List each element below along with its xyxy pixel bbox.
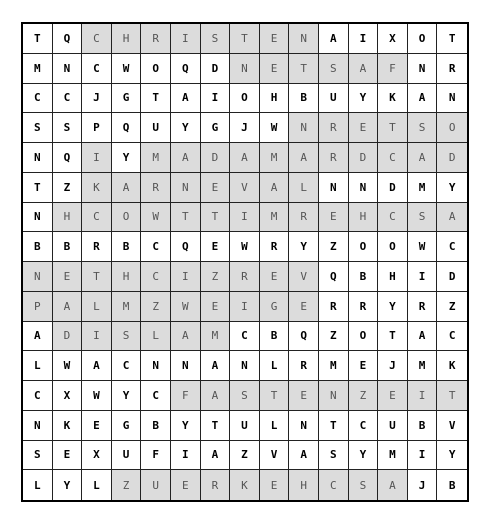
grid-cell-r11-c0[interactable]: L — [23, 351, 53, 381]
grid-cell-r3-c4[interactable]: U — [141, 113, 171, 143]
grid-cell-r13-c13[interactable]: B — [408, 411, 438, 441]
grid-cell-r4-c7[interactable]: A — [230, 143, 260, 173]
grid-cell-r13-c3[interactable]: G — [112, 411, 142, 441]
grid-cell-r14-c10[interactable]: S — [319, 441, 349, 471]
grid-cell-r1-c6[interactable]: D — [201, 54, 231, 84]
grid-cell-r12-c3[interactable]: Y — [112, 381, 142, 411]
grid-cell-r4-c13[interactable]: A — [408, 143, 438, 173]
grid-cell-r6-c8[interactable]: M — [260, 203, 290, 233]
grid-cell-r4-c14[interactable]: D — [437, 143, 467, 173]
grid-cell-r3-c13[interactable]: S — [408, 113, 438, 143]
grid-cell-r12-c4[interactable]: C — [141, 381, 171, 411]
grid-cell-r2-c3[interactable]: G — [112, 84, 142, 114]
grid-cell-r10-c14[interactable]: C — [437, 322, 467, 352]
grid-cell-r8-c9[interactable]: V — [289, 262, 319, 292]
grid-cell-r9-c6[interactable]: E — [201, 292, 231, 322]
grid-cell-r1-c14[interactable]: R — [437, 54, 467, 84]
grid-cell-r14-c7[interactable]: Z — [230, 441, 260, 471]
grid-cell-r10-c0[interactable]: A — [23, 322, 53, 352]
grid-cell-r14-c1[interactable]: E — [53, 441, 83, 471]
grid-cell-r14-c8[interactable]: V — [260, 441, 290, 471]
grid-cell-r9-c3[interactable]: M — [112, 292, 142, 322]
grid-cell-r15-c7[interactable]: K — [230, 470, 260, 500]
grid-cell-r10-c7[interactable]: C — [230, 322, 260, 352]
grid-cell-r11-c3[interactable]: C — [112, 351, 142, 381]
grid-cell-r6-c12[interactable]: C — [378, 203, 408, 233]
grid-cell-r0-c2[interactable]: C — [82, 24, 112, 54]
grid-cell-r7-c10[interactable]: Z — [319, 232, 349, 262]
grid-cell-r1-c3[interactable]: W — [112, 54, 142, 84]
grid-cell-r0-c13[interactable]: O — [408, 24, 438, 54]
grid-cell-r7-c13[interactable]: W — [408, 232, 438, 262]
grid-cell-r5-c10[interactable]: N — [319, 173, 349, 203]
grid-cell-r6-c6[interactable]: T — [201, 203, 231, 233]
grid-cell-r2-c5[interactable]: A — [171, 84, 201, 114]
grid-cell-r4-c4[interactable]: M — [141, 143, 171, 173]
grid-cell-r3-c3[interactable]: Q — [112, 113, 142, 143]
grid-cell-r6-c2[interactable]: C — [82, 203, 112, 233]
grid-cell-r11-c10[interactable]: M — [319, 351, 349, 381]
grid-cell-r15-c1[interactable]: Y — [53, 470, 83, 500]
grid-cell-r8-c7[interactable]: R — [230, 262, 260, 292]
grid-cell-r2-c0[interactable]: C — [23, 84, 53, 114]
grid-cell-r13-c12[interactable]: U — [378, 411, 408, 441]
grid-cell-r5-c1[interactable]: Z — [53, 173, 83, 203]
grid-cell-r15-c11[interactable]: S — [349, 470, 379, 500]
grid-cell-r14-c11[interactable]: Y — [349, 441, 379, 471]
grid-cell-r5-c9[interactable]: L — [289, 173, 319, 203]
grid-cell-r7-c5[interactable]: Q — [171, 232, 201, 262]
grid-cell-r11-c4[interactable]: N — [141, 351, 171, 381]
grid-cell-r3-c10[interactable]: R — [319, 113, 349, 143]
grid-cell-r2-c12[interactable]: K — [378, 84, 408, 114]
grid-cell-r4-c2[interactable]: I — [82, 143, 112, 173]
grid-cell-r5-c12[interactable]: D — [378, 173, 408, 203]
grid-cell-r9-c5[interactable]: W — [171, 292, 201, 322]
grid-cell-r5-c4[interactable]: R — [141, 173, 171, 203]
grid-cell-r0-c0[interactable]: T — [23, 24, 53, 54]
grid-cell-r6-c3[interactable]: O — [112, 203, 142, 233]
grid-cell-r9-c9[interactable]: E — [289, 292, 319, 322]
grid-cell-r3-c7[interactable]: J — [230, 113, 260, 143]
grid-cell-r11-c14[interactable]: K — [437, 351, 467, 381]
grid-cell-r12-c14[interactable]: T — [437, 381, 467, 411]
grid-cell-r9-c11[interactable]: R — [349, 292, 379, 322]
grid-cell-r10-c11[interactable]: O — [349, 322, 379, 352]
grid-cell-r11-c8[interactable]: L — [260, 351, 290, 381]
grid-cell-r0-c11[interactable]: I — [349, 24, 379, 54]
grid-cell-r3-c5[interactable]: Y — [171, 113, 201, 143]
grid-cell-r8-c3[interactable]: H — [112, 262, 142, 292]
grid-cell-r7-c12[interactable]: O — [378, 232, 408, 262]
grid-cell-r14-c6[interactable]: A — [201, 441, 231, 471]
grid-cell-r5-c6[interactable]: E — [201, 173, 231, 203]
grid-cell-r0-c9[interactable]: N — [289, 24, 319, 54]
grid-cell-r6-c14[interactable]: A — [437, 203, 467, 233]
grid-cell-r6-c9[interactable]: R — [289, 203, 319, 233]
grid-cell-r15-c5[interactable]: E — [171, 470, 201, 500]
grid-cell-r12-c1[interactable]: X — [53, 381, 83, 411]
grid-cell-r7-c7[interactable]: W — [230, 232, 260, 262]
grid-cell-r2-c13[interactable]: A — [408, 84, 438, 114]
grid-cell-r2-c10[interactable]: U — [319, 84, 349, 114]
grid-cell-r10-c4[interactable]: L — [141, 322, 171, 352]
grid-cell-r4-c5[interactable]: A — [171, 143, 201, 173]
grid-cell-r3-c0[interactable]: S — [23, 113, 53, 143]
grid-cell-r13-c14[interactable]: V — [437, 411, 467, 441]
grid-cell-r15-c8[interactable]: E — [260, 470, 290, 500]
word-search-grid — [21, 22, 469, 502]
grid-cell-r13-c1[interactable]: K — [53, 411, 83, 441]
grid-cell-r11-c6[interactable]: A — [201, 351, 231, 381]
grid-cell-r9-c2[interactable]: L — [82, 292, 112, 322]
grid-cell-r8-c5[interactable]: I — [171, 262, 201, 292]
grid-cell-r9-c13[interactable]: R — [408, 292, 438, 322]
grid-cell-r3-c11[interactable]: E — [349, 113, 379, 143]
grid-cell-r2-c11[interactable]: Y — [349, 84, 379, 114]
grid-cell-r14-c14[interactable]: Y — [437, 441, 467, 471]
grid-cell-r7-c0[interactable]: B — [23, 232, 53, 262]
grid-cell-r12-c13[interactable]: I — [408, 381, 438, 411]
grid-cell-r9-c10[interactable]: R — [319, 292, 349, 322]
grid-cell-r4-c11[interactable]: D — [349, 143, 379, 173]
grid-cell-r9-c1[interactable]: A — [53, 292, 83, 322]
grid-cell-r5-c3[interactable]: A — [112, 173, 142, 203]
grid-cell-r3-c2[interactable]: P — [82, 113, 112, 143]
grid-cell-r5-c2[interactable]: K — [82, 173, 112, 203]
grid-cell-r13-c2[interactable]: E — [82, 411, 112, 441]
grid-cell-r0-c8[interactable]: E — [260, 24, 290, 54]
grid-cell-r8-c10[interactable]: Q — [319, 262, 349, 292]
grid-cell-r15-c13[interactable]: J — [408, 470, 438, 500]
grid-cell-r14-c13[interactable]: I — [408, 441, 438, 471]
grid-cell-r13-c8[interactable]: L — [260, 411, 290, 441]
grid-cell-r5-c14[interactable]: Y — [437, 173, 467, 203]
grid-cell-r8-c8[interactable]: E — [260, 262, 290, 292]
grid-cell-r8-c14[interactable]: D — [437, 262, 467, 292]
grid-cell-r4-c9[interactable]: A — [289, 143, 319, 173]
grid-cell-r7-c4[interactable]: C — [141, 232, 171, 262]
grid-cell-r1-c1[interactable]: N — [53, 54, 83, 84]
grid-cell-r15-c14[interactable]: B — [448, 478, 456, 492]
grid-cell-r9-c12[interactable]: Y — [378, 292, 408, 322]
grid-cell-r10-c9[interactable]: Q — [289, 322, 319, 352]
grid-cell-r13-c6[interactable]: T — [201, 411, 231, 441]
grid-cell-r15-c0[interactable]: L — [23, 470, 53, 500]
grid-cell-r14-c12[interactable]: M — [378, 441, 408, 471]
grid-cell-r0-c3[interactable]: H — [112, 24, 142, 54]
grid-cell-r11-c2[interactable]: A — [82, 351, 112, 381]
grid-cell-r7-c9[interactable]: Y — [289, 232, 319, 262]
grid-cell-r15-c12[interactable]: A — [378, 470, 408, 500]
grid-cell-r12-c7[interactable]: S — [230, 381, 260, 411]
grid-cell-r13-c11[interactable]: C — [349, 411, 379, 441]
grid-cell-r12-c12[interactable]: E — [378, 381, 408, 411]
grid-cell-r12-c6[interactable]: A — [201, 381, 231, 411]
grid-cell-r12-c0[interactable]: C — [23, 381, 53, 411]
grid-cell-r8-c4[interactable]: C — [141, 262, 171, 292]
grid-cell-r1-c12[interactable]: F — [378, 54, 408, 84]
grid-cell-r2-c9[interactable]: B — [289, 84, 319, 114]
grid-cell-r8-c0[interactable]: N — [23, 262, 53, 292]
grid-cell-r10-c3[interactable]: S — [112, 322, 142, 352]
grid-cell-r0-c4[interactable]: R — [141, 24, 171, 54]
grid-cell-r2-c7[interactable]: O — [230, 84, 260, 114]
grid-cell-r13-c10[interactable]: T — [319, 411, 349, 441]
grid-cell-r10-c2[interactable]: I — [82, 322, 112, 352]
grid-cell-r3-c8[interactable]: W — [260, 113, 290, 143]
grid-cell-r1-c8[interactable]: E — [260, 54, 290, 84]
grid-cell-r3-c9[interactable]: N — [289, 113, 319, 143]
grid-cell-r12-c2[interactable]: W — [82, 381, 112, 411]
grid-cell-r13-c7[interactable]: U — [230, 411, 260, 441]
grid-cell-r9-c7[interactable]: I — [230, 292, 260, 322]
grid-cell-r7-c14[interactable]: C — [437, 232, 467, 262]
grid-cell-r1-c7[interactable]: N — [230, 54, 260, 84]
grid-cell-r5-c8[interactable]: A — [260, 173, 290, 203]
grid-cell-r15-c3[interactable]: Z — [112, 470, 142, 500]
grid-cell-r2-c8[interactable]: H — [260, 84, 290, 114]
grid-cell-r6-c0[interactable]: N — [23, 203, 53, 233]
grid-cell-r7-c2[interactable]: R — [82, 232, 112, 262]
grid-cell-r0-c1[interactable]: Q — [53, 24, 83, 54]
grid-cell-r13-c5[interactable]: Y — [171, 411, 201, 441]
grid-cell-r5-c0[interactable]: T — [23, 173, 53, 203]
grid-cell-r5-c13[interactable]: M — [408, 173, 438, 203]
grid-cell-r12-c8[interactable]: T — [260, 381, 290, 411]
grid-cell-r3-c14[interactable]: O — [437, 113, 467, 143]
grid-cell-r10-c5[interactable]: A — [171, 322, 201, 352]
grid-cell-r4-c12[interactable]: C — [378, 143, 408, 173]
grid-cell-r14-c2[interactable]: X — [82, 441, 112, 471]
grid-cell-r1-c4[interactable]: O — [141, 54, 171, 84]
grid-cell-r4-c1[interactable]: Q — [53, 143, 83, 173]
grid-cell-r8-c11[interactable]: B — [349, 262, 379, 292]
grid-cell-r11-c9[interactable]: R — [289, 351, 319, 381]
grid-cell-r7-c6[interactable]: E — [201, 232, 231, 262]
grid-cell-r0-c5[interactable]: I — [171, 24, 201, 54]
grid-cell-r0-c7[interactable]: T — [230, 24, 260, 54]
grid-cell-r10-c10[interactable]: Z — [319, 322, 349, 352]
grid-cell-r8-c6[interactable]: Z — [201, 262, 231, 292]
grid-cell-r11-c5[interactable]: N — [171, 351, 201, 381]
grid-cell-r6-c4[interactable]: W — [141, 203, 171, 233]
grid-cell-r6-c5[interactable]: T — [171, 203, 201, 233]
grid-cell-r12-c11[interactable]: Z — [349, 381, 379, 411]
grid-cell-r11-c12[interactable]: J — [378, 351, 408, 381]
grid-cell-r2-c6[interactable]: I — [201, 84, 231, 114]
grid-cell-r9-c0[interactable]: P — [23, 292, 53, 322]
grid-cell-r4-c6[interactable]: D — [201, 143, 231, 173]
grid-cell-r2-c2[interactable]: J — [82, 84, 112, 114]
grid-cell-r4-c10[interactable]: R — [319, 143, 349, 173]
grid-cell-r10-c12[interactable]: T — [378, 322, 408, 352]
grid-cell-r11-c1[interactable]: W — [53, 351, 83, 381]
grid-cell-r1-c13[interactable]: N — [408, 54, 438, 84]
grid-cell-r9-c14[interactable]: Z — [437, 292, 467, 322]
grid-cell-r10-c6[interactable]: M — [201, 322, 231, 352]
grid-cell-r7-c3[interactable]: B — [112, 232, 142, 262]
grid-cell-r11-c11[interactable]: E — [349, 351, 379, 381]
grid-cell-r1-c9[interactable]: T — [289, 54, 319, 84]
grid-cell-r7-c11[interactable]: O — [349, 232, 379, 262]
grid-cell-r7-c8[interactable]: R — [260, 232, 290, 262]
grid-cell-r2-c14[interactable]: N — [437, 84, 467, 114]
grid-cell-r8-c2[interactable]: T — [82, 262, 112, 292]
grid-cell-r3-c1[interactable]: S — [53, 113, 83, 143]
grid-cell-r8-c12[interactable]: H — [378, 262, 408, 292]
grid-cell-r13-c4[interactable]: B — [141, 411, 171, 441]
grid-cell-r1-c2[interactable]: C — [82, 54, 112, 84]
grid-cell-r5-c5[interactable]: N — [171, 173, 201, 203]
grid-cell-r6-c13[interactable]: S — [408, 203, 438, 233]
grid-cell-r4-c3[interactable]: Y — [112, 143, 142, 173]
grid-cell-r15-c10[interactable]: C — [319, 470, 349, 500]
grid-cell-r14-c5[interactable]: I — [171, 441, 201, 471]
grid-cell-r15-c4[interactable]: U — [141, 470, 171, 500]
grid-cell-r10-c13[interactable]: A — [408, 322, 438, 352]
grid-cell-r6-c1[interactable]: H — [53, 203, 83, 233]
grid-cell-r0-c12[interactable]: X — [378, 24, 408, 54]
grid-cell-r12-c10[interactable]: N — [319, 381, 349, 411]
grid-cell-r6-c7[interactable]: I — [230, 203, 260, 233]
grid-cell-r6-c11[interactable]: H — [349, 203, 379, 233]
grid-cell-r8-c13[interactable]: I — [408, 262, 438, 292]
grid-cell-r15-c2[interactable]: L — [82, 470, 112, 500]
grid-cell-r5-c7[interactable]: V — [230, 173, 260, 203]
grid-cell-r11-c13[interactable]: M — [408, 351, 438, 381]
grid-cell-r0-c6[interactable]: S — [201, 24, 231, 54]
grid-cell-r4-c0[interactable]: N — [23, 143, 53, 173]
grid-cell-r13-c9[interactable]: N — [289, 411, 319, 441]
grid-cell-r14-c0[interactable]: S — [23, 441, 53, 471]
grid-cell-r1-c0[interactable]: M — [23, 54, 53, 84]
grid-cell-r4-c8[interactable]: M — [260, 143, 290, 173]
grid-cell-r13-c0[interactable]: N — [23, 411, 53, 441]
grid-cell-r6-c10[interactable]: E — [319, 203, 349, 233]
grid-cell-r12-c5[interactable]: F — [171, 381, 201, 411]
grid-cell-r3-c12[interactable]: T — [378, 113, 408, 143]
grid-cell-r10-c1[interactable]: D — [53, 322, 83, 352]
grid-cell-r15-c9[interactable]: H — [289, 470, 319, 500]
grid-cell-r0-c14[interactable]: T — [437, 24, 467, 54]
grid-cell-r1-c10[interactable]: S — [319, 54, 349, 84]
grid-cell-r9-c4[interactable]: Z — [141, 292, 171, 322]
grid-cell-r5-c11[interactable]: N — [349, 173, 379, 203]
grid-cell-r10-c8[interactable]: B — [260, 322, 290, 352]
grid-cell-r15-c6[interactable]: R — [201, 470, 231, 500]
grid-cell-r1-c5[interactable]: Q — [171, 54, 201, 84]
grid-cell-r9-c8[interactable]: G — [260, 292, 290, 322]
grid-cell-r12-c9[interactable]: E — [289, 381, 319, 411]
grid-cell-r14-c4[interactable]: F — [141, 441, 171, 471]
grid-cell-r14-c3[interactable]: U — [112, 441, 142, 471]
grid-cell-r1-c11[interactable]: A — [349, 54, 379, 84]
grid-cell-r2-c4[interactable]: T — [141, 84, 171, 114]
grid-cell-r14-c9[interactable]: A — [289, 441, 319, 471]
grid-cell-r8-c1[interactable]: E — [53, 262, 83, 292]
grid-cell-r11-c7[interactable]: N — [230, 351, 260, 381]
grid-cell-r3-c6[interactable]: G — [201, 113, 231, 143]
grid-cell-r0-c10[interactable]: A — [319, 24, 349, 54]
grid-cell-r7-c1[interactable]: B — [53, 232, 83, 262]
grid-cell-r2-c1[interactable]: C — [53, 84, 83, 114]
